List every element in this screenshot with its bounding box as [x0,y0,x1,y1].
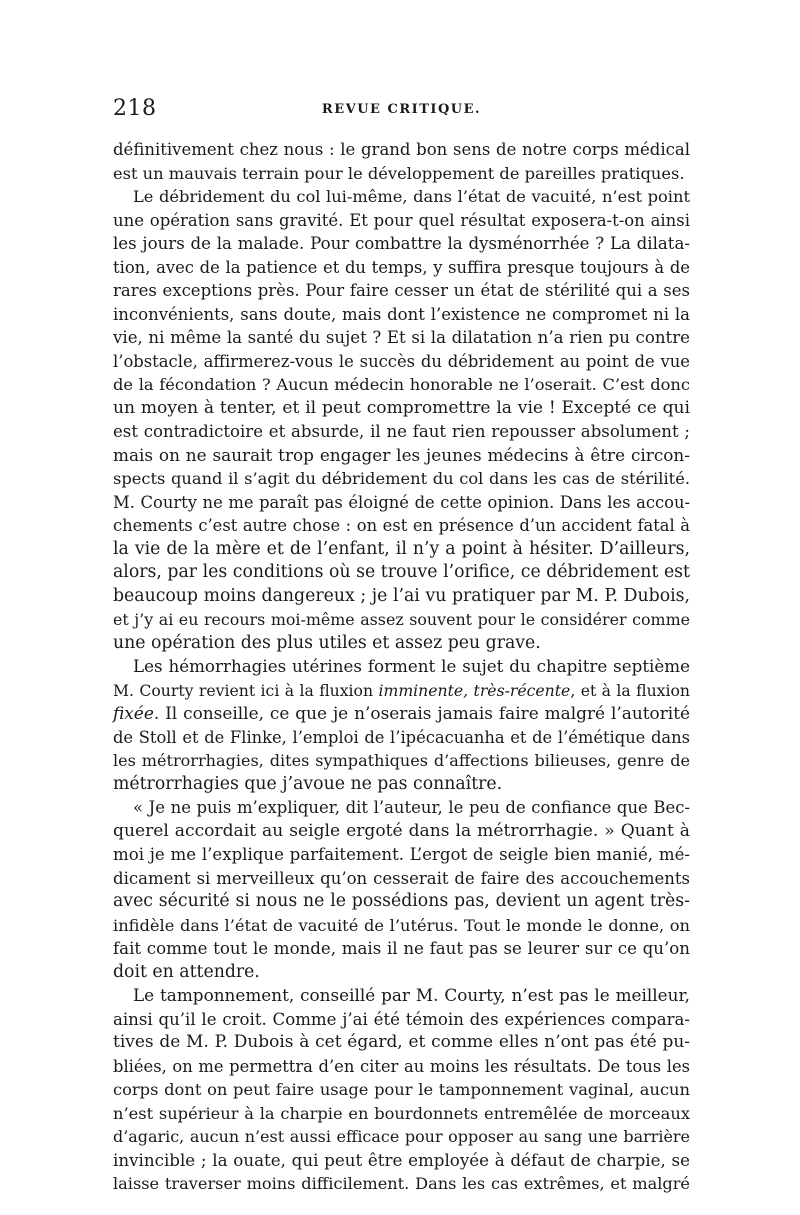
italic-term: fixée [113,703,154,723]
paragraph-start-line: Le tamponnement, conseillé par M. Courty, n’est pas le meilleur, [133,985,690,1005]
text-line: vie, ni même la santé du sujet ? Et si la dilatation n’a rien pu contre [113,328,690,347]
paragraph-start-line: Les hémorrhagies utérines forment le sujet du chapitre septième [133,656,690,676]
text-line: spects quand il s’agit du débridement du col dans les cas de stérilité. [113,469,690,488]
text-fragment: M. Courty revient ici à la fluxion [113,680,379,700]
running-title: REVUE CRITIQUE. [321,102,482,117]
text-line: inconvénients, sans doute, mais dont l’existence ne compromet ni la [113,304,690,324]
text-line: de la fécondation ? Aucun médecin honorable ne l’oserait. C’est donc [113,375,690,394]
text-line: moi je me l’explique parfaitement. L’ergot de seigle bien manié, mé- [113,845,690,864]
text-line: les métrorrhagies, dites sympathiques d’affections bilieuses, genre de [113,751,690,770]
text-line: avec sécurité si nous ne le possédions pas, devient un agent très- [113,891,690,911]
text-line-with-italics [113,679,690,703]
text-line: doit en attendre. [113,961,260,982]
text-line: laisse traverser moins difficilement. Dans les cas extrêmes, et malgré [113,1174,690,1193]
text-line: l’obstacle, affirmerez-vous le succès du débridement au point de vue [113,351,690,371]
paragraph-start-line: Le débridement du col lui-même, dans l’état de vacuité, n’est point [133,187,690,206]
text-line: la vie de la mère et de l’enfant, il n’y a point à hésiter. D’ailleurs, [113,538,690,559]
text-line: mais on ne saurait trop engager les jeunes médecins à être circon- [113,444,690,465]
text-line: tives de M. P. Dubois à cet égard, et comme elles n’ont pas été pu- [113,1032,690,1052]
text-line: corps dont on peut faire usage pour le tamponnement vaginal, aucun [113,1080,690,1099]
text-line: est un mauvais terrain pour le développement de pareilles pratiques. [113,163,685,183]
text-line: beaucoup moins dangereux ; je l’ai vu pratiquer par M. P. Dubois, [113,585,690,606]
text-line: fait comme tout le monde, mais il ne faut pas se leurer sur ce qu’on [113,939,690,958]
body-text [113,138,690,1196]
text-line: une opération sans gravité. Et pour quel résultat exposera-t-on ainsi [113,210,690,230]
text-line: M. Courty ne me paraît pas éloigné de cette opinion. Dans les accou- [113,492,690,512]
page-number: 218 [113,96,157,121]
text-fragment: . Il conseille, ce que je n’oserais jamais faire malgré l’autorité [153,703,690,723]
text-line: infidèle dans l’état de vacuité de l’utérus. Tout le monde le donne, on [113,915,690,935]
italic-term: imminente, très-récente [378,680,571,700]
text-line: bliées, on me permettra d’en citer au moins les résultats. De tous les [113,1056,690,1076]
text-line: définitivement chez nous : le grand bon sens de notre corps médical [113,140,690,159]
text-line: métrorrhagies que j’avoue ne pas connaître. [113,773,503,794]
text-line: d’agaric, aucun n’est aussi efficace pour opposer au sang une barrière [113,1127,690,1146]
text-line: alors, par les conditions où se trouve l’orifice, ce débridement est [113,562,690,582]
text-line: les jours de la malade. Pour combattre la dysménorrhée ? La dilata- [113,234,690,253]
page-header [113,96,690,126]
text-line: de Stoll et de Flinke, l’emploi de l’ipécacuanha et de l’émétique dans [113,727,690,747]
paragraph-start-line: « Je ne puis m’expliquer, dit l’auteur, le peu de confiance que Bec- [133,798,690,817]
text-line: est contradictoire et absurde, il ne faut rien repousser absolument ; [113,422,690,441]
text-line: ainsi qu’il le croit. Comme j’ai été témoin des expériences compara- [113,1009,690,1029]
text-line: rares exceptions près. Pour faire cesser un état de stérilité qui a ses [113,281,690,300]
text-line: n’est supérieur à la charpie en bourdonnets entremêlée de morceaux [113,1103,690,1123]
text-line: une opération des plus utiles et assez peu grave. [113,632,541,653]
text-fragment: , et à la fluxion [570,680,690,700]
text-line: chements c’est autre chose : on est en présence d’un accident fatal à [113,516,690,535]
text-line: tion, avec de la patience et du temps, y suffira presque toujours à de [113,257,690,277]
text-line: et j’y ai eu recours moi-même assez souvent pour le considérer comme [113,610,690,629]
text-line: un moyen à tenter, et il peut compromettre la vie ! Excepté ce qui [113,397,690,418]
text-line: querel accordait au seigle ergoté dans la métrorrhagie. » Quant à [113,820,690,841]
text-line: dicament si merveilleux qu’on cesserait de faire des accouchements [113,868,690,888]
text-line: invincible ; la ouate, qui peut être employée à défaut de charpie, se [113,1150,690,1170]
text-line-with-italics [113,702,690,726]
